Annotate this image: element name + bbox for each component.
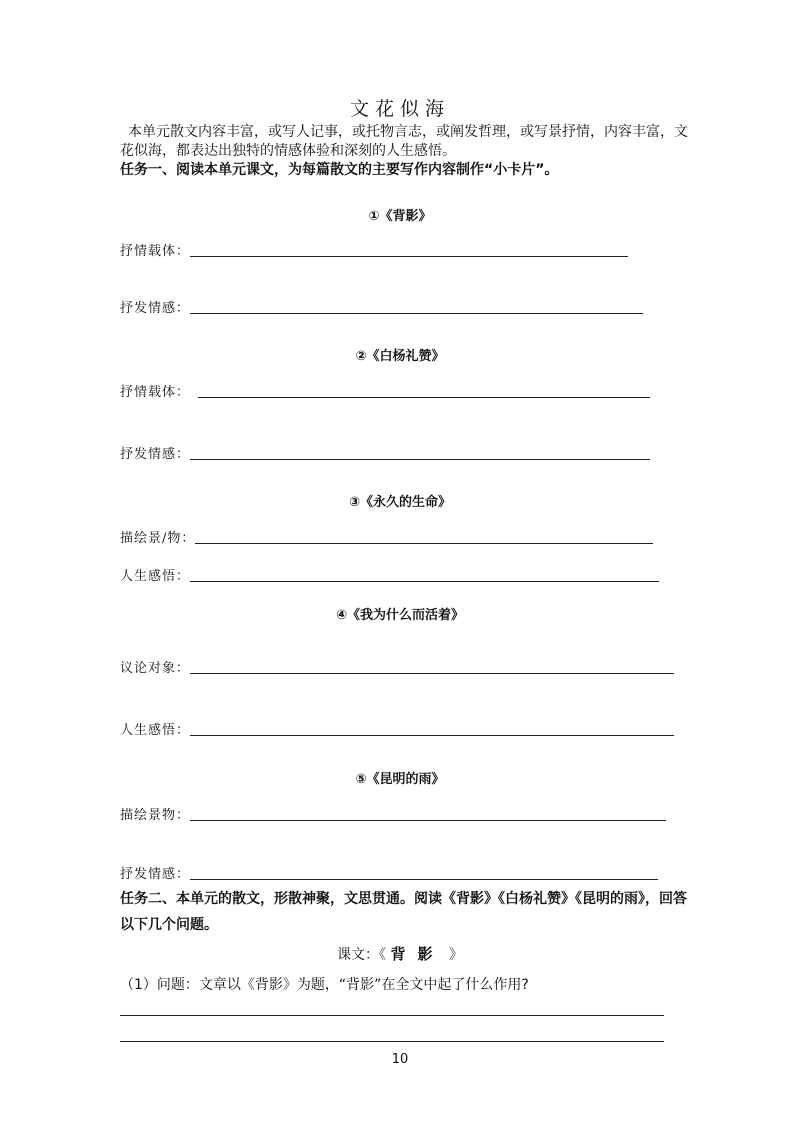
answer-line[interactable] — [120, 1015, 664, 1016]
lesson-name: 背影 — [390, 945, 445, 963]
answer-line[interactable] — [190, 255, 628, 257]
answer-line[interactable] — [190, 734, 674, 736]
field-label: 描绘景/物： — [120, 531, 196, 546]
section-title-huozhe: ④《我为什么而活着》 — [335, 608, 464, 623]
answer-field[interactable] — [120, 381, 650, 401]
field-label: 抒发情感： — [120, 447, 191, 462]
answer-field[interactable] — [120, 804, 666, 824]
answer-line[interactable] — [190, 672, 674, 674]
answer-line[interactable] — [190, 580, 659, 582]
lesson-prefix: 课文：《 — [337, 947, 387, 963]
answer-line[interactable] — [190, 312, 643, 314]
page-title: 文花似海 — [349, 98, 450, 120]
field-label: 议论对象： — [120, 661, 191, 676]
answer-field[interactable] — [120, 863, 658, 883]
section-title-baiyang: ②《白杨礼赞》 — [355, 349, 445, 364]
intro-paragraph: 本单元散文内容丰富，或写人记事，或托物言志，或阐发哲理，或写景抒情，内容丰富，文花似海，都表达出独特的情感体验和深刻的人生感悟。 — [120, 124, 688, 159]
section-title-yongjiu: ③《永久的生命》 — [348, 495, 451, 510]
lesson-suffix: 》 — [448, 947, 463, 963]
answer-line[interactable] — [120, 1041, 664, 1042]
section-title-kunming: ⑤《昆明的雨》 — [355, 772, 445, 787]
task-one-heading: 任务一、阅读本单元课文，为每篇散文的主要写作内容制作“小卡片”。 — [120, 162, 559, 178]
answer-field[interactable] — [120, 443, 650, 463]
page-number: 10 — [391, 1052, 409, 1067]
answer-field[interactable] — [120, 240, 628, 260]
field-label: 描绘景物： — [120, 808, 191, 823]
answer-line[interactable] — [195, 542, 653, 544]
answer-field[interactable] — [120, 657, 674, 677]
lesson-heading — [0, 943, 800, 964]
answer-field[interactable] — [120, 565, 659, 585]
answer-line[interactable] — [190, 878, 658, 880]
field-label: 抒发情感： — [120, 867, 191, 882]
field-label: 抒发情感： — [120, 301, 191, 316]
answer-line[interactable] — [190, 458, 650, 460]
answer-field[interactable] — [120, 719, 674, 739]
answer-field[interactable] — [120, 527, 653, 547]
section-title-beiying: ①《背影》 — [368, 209, 432, 224]
answer-line[interactable] — [190, 819, 666, 821]
field-label: 人生感悟： — [120, 569, 191, 584]
answer-field[interactable] — [120, 297, 643, 317]
field-label: 人生感悟： — [120, 723, 191, 738]
field-label: 抒情载体： — [120, 385, 191, 400]
answer-line[interactable] — [198, 396, 650, 398]
question-one: （1）问题：文章以《背影》为题，“背影”在全文中起了什么作用? — [120, 977, 529, 993]
task-two-heading: 任务二、本单元的散文，形散神聚，文思贯通。阅读《背影》《白杨礼赞》《昆明的雨》，回答以下几个问题。 — [120, 891, 687, 933]
field-label: 抒情载体： — [120, 244, 191, 259]
